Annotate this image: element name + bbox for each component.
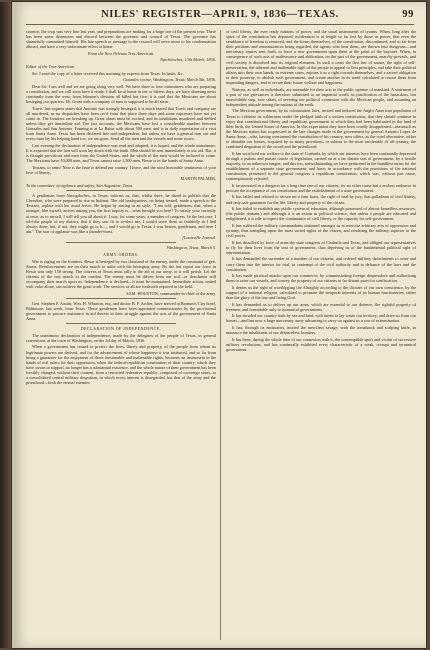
- left-column: [26, 29, 216, 642]
- section-separator: [66, 190, 176, 191]
- source-line: From the New Orleans Trus American.: [87, 50, 155, 56]
- paragraph: of civil liberty, the ever ready minions of power, and the usual instruments of tyrants. When, long after the spirit of the constitution has departed, moderation is at length so far lost by those in power, that even the semblance of freedom is removed, and the forms themselves, of the constitution, discontinued, and so far from their petitions and remonstrances being regarded, the agents who bear them, are thrown into dungeons—and mercenary armies sent forth, to force a new government upon them at the point of the bayonet. When, in consequence of such acts of malfeasance and abdication, on the part of the government, anarchy prevails, and civil society is dissolved into its original elements. In such a crisis the first law of nature, the right of self-preservation, the inherent and inalienable right of the people to appeal to first principles, and take their political affairs into their own hands, in extreme cases, enjoins it as a right towards themselves, and a sacred obligation to their posterity, to abolish such government, and create another in its stead calculated to rescue them from impending dangers, and to secure their future welfare and happiness.: [226, 29, 416, 85]
- section-heading: ARMY ORDERS.: [103, 252, 139, 258]
- salutation: Editor of the True American.: [26, 64, 75, 70]
- paragraph: It has, through its emissaries, incited the merciless savage, with the tomahawk and scalping knife, to massacre the inhabitants of our defenceless frontiers.: [226, 325, 416, 336]
- dateline: Natchitoches, 13th March, 1836.: [160, 57, 216, 63]
- paragraph: Gen. Stephen F. Austin, Wm. H. Wharton, esq. and doctor B. F. Archer, have arrived at Barnum's City hotel, Baltimore, last week, from Texas. These gentlemen have been appointed commissioners by the provisional government to procure assistance in aid thereto in their struggle against the acts of the government of Santa Anna.: [26, 300, 216, 322]
- dateline: Washington, Texas, March 5.: [166, 245, 216, 251]
- paragraph: It has sacrificed our welfare to the state of Coahuila, by which our interests have been continually depressed through a jealous and partial course of legislation, carried on at a far distant seat of government, by a hostile majority, in an unknown tongue; and this too, notwithstanding we have petitioned in the humblest terms for the establishment of a separate state government, and have, in accordance with the provisions of the national constitution, presented to the general congress a republican constitution, which was, without just cause, contemptuously rejected.: [226, 150, 416, 182]
- source-line: [Louisville Journal.: [182, 235, 216, 241]
- paragraph: It has been, during the whole time of our connexion with it, the contemptible sport and victim of successive military revolutions, and has continually exhibited every characteristic of a weak, corrupt and tyrannical government.: [226, 336, 416, 352]
- book-binding: [0, 2, 12, 648]
- section-separator: [66, 298, 176, 299]
- paragraph: Nations, as well as individuals, are amenable for their acts to the public opinion of mankind. A statement of a part of our grievances is therefore submitted to an impartial world, in justification of the hazardous, but unavoidable step, now taken, of severing our political connexion with the Mexican people, and assuming an independent attitude among the nations of the earth.: [226, 86, 416, 107]
- signature-note: To the committee of vigilance and safety, San Augustine, Texas.: [26, 183, 134, 189]
- paragraph: Sir: I send the copy of a letter received this morning by express from Texas. In haste, &c.: [32, 70, 184, 76]
- paragraph: It has suffered the military commandants stationed amongst us to exercise arbitrary acts of oppression and tyranny, thus trampling upon the most sacred rights of the citizen, and rendering the military superior to the civil power.: [226, 222, 416, 239]
- right-column: [226, 29, 416, 642]
- paragraph: Travis' last express states that Antonio was strongly besieged; it is much feared that Travis and company are all murdered, as no dispatches have been rec'd from that place three days and some expresses have not yet come in. The frontiers are breaking up. Great alarm must be excited, and its inhabitants murdered and defiled unless they get immediate aid. The last accounts, the Mexicans have lost a considerable number between Gonzales and San Antonio. Fanning is at La Bahia with about 500 men, and is in daily expectation of a visit from Santa Anna. Texas has been declared free and independent, but unless we have a general turn out and every man lay his helping hand too, we are gone. Send all the men and the vessels and some stores.: [26, 105, 216, 142]
- page-header: [26, 8, 414, 25]
- paragraph: It has demanded the surrender of a number of our citizens, and ordered military detachments to seize and carry them into the interior for trial, in contempt of the civil authority and in defiance of the laws and the constitution.: [226, 256, 416, 272]
- paragraph: It has dissolved by force of arms the state congress of Coahuila and Texas, and obliged our representatives to fly for their lives from the seat of government, thus depriving us of the fundamental political right of representation.: [226, 239, 416, 255]
- running-title: NILES' REGISTER—APRIL 9, 1836—TEXAS.: [101, 9, 339, 20]
- paragraph: Dear Sir: I am well and we are going along very well. We have three or four committees who are preparing a constitution, and we will soon have it ready. I shall be at home in ten or fifteen days, we have alarming news constantly from the west; from Johnson's division all killed but five; it is said that the Mexicans are about besieging our quarters. Dr. Grant with a company of men is supposed to be all slain.: [26, 83, 216, 105]
- paragraph: Last evening the declaration of independence was read and adopted, it is hoped, and the whole unanimous. It is expected that the lion will soon lay down with the lamb. Men should be sent immediately to our aid. But, it is thought provisions and men from the United States, and the whole of the men would be inclined to come. The Mexicans have 10,000 men, and Texas cannot raise 1,500 men. Bexar is in the hands of Santa Anna.: [26, 142, 216, 164]
- signature: SAM. HOUSTON, commander-in-chief of the army.: [126, 290, 216, 296]
- signature: MARTIN PALMER,: [180, 176, 216, 182]
- paragraph: It has invaded our country both by sea and land, with intent to lay waste our territory, and drive us from our homes—and has now a large mercenary army advancing to carry on against us a war of extermination.: [226, 313, 416, 324]
- page-number: 99: [402, 9, 414, 20]
- paragraph: When a government has ceased to protect the lives, liberty and property, of the people from whom its legitimate powers are derived, and for the advancement of whose happiness it was instituted, and so far from being a guarantee for the enjoyment of those inestimable and inalienable rights, becomes an instrument in the hands of evil rulers for their oppression, when the federal republican constitution of their country, which they have sworn to support, no longer has a substantial existence, and the whole nature of their government has been forcibly changed, without their consent, from a restricted federative republic, composed of sovereign states, to a consolidated central military despotism, in which every interest is disregarded, but that of the army and the priesthood—both the eternal enemies: [26, 344, 216, 386]
- paragraph: country; the crop was very fine last year, and preparations are making for a large one of the present year. There has been some dissension and discord between the governor and council of Texas. The governor has shamefully committed himself. His late speech or message to the council will serve more to his condemnation abroad, and have a very unfortunate effect at home.: [26, 29, 216, 50]
- document-page: [12, 2, 426, 648]
- paragraph: The unanimous declaration of independence, made by the delegates of the people of Texas, in general convention, at the town of Washington, on the 2d day of March, 1836.: [26, 332, 216, 343]
- section-separator: [66, 242, 176, 243]
- paragraph: War is raging on the frontiers. Bexar is besieged by two thousand of the enemy, under the command of gen. Sisma. Reinforcements are on their march to unite with the besieging army. By the last report our force in Bexar was only 150 strong. The citizens of Texas must rally to the aid of our army, or it will perish. Let the citizens of the east march to the combat. The enemy must be driven from our soil—or desolation will accompany their march upon us. Independence is declared—it must be maintained. Immediate action, united with valor alone, can achieve the great work. The services of all are forthwith required in the field.: [26, 258, 216, 290]
- paragraph: It has failed and refused to secure on a firm basis, the right of trial by jury, that palladium of civil liberty, and only safe guarantee for the life, liberty and property of the citizen.: [226, 194, 416, 205]
- paragraph: It incarcerated in a dungeon for a long time one of our citizens, for no other cause but a zealous endeavor to procure the acceptance of our constitution and the establishment of a state government.: [226, 182, 416, 193]
- paragraph: A gentleman from Nacogdoches, in Texas, informs us, that, whilst there, he dared to publish that the Cherokee, who were prepared to rise as Indians. The old headquarters, on being treated, made a speech to the Texians, replete with his usual fervor. He began by stating in an style, "I am told, gentlemen, that, when a stranger, like myself, arrives among you, the first inquiry is—what brought you here? To satisfy your curiosity at once, as to myself, I will tell you all about it. I was, for some years, a member of congress. In the last race, I told the people of my district, that if they saw fit to re-elect me, I would serve them as faithfully as I had always done, but, if not, they might go to h—, and I would go to Texas. I was beaten, gentlemen, and here I am." The roar of applause was like a thunder-burst.: [26, 193, 216, 234]
- paragraph: It denies us the right of worshipping the Almighty according to the dictates of our own conscience, by the support of a national religion, calculated to promote the temporal interests of its human functionaries, rather than the glory of the true and living God.: [226, 284, 416, 301]
- paragraph: It has failed to establish any public system of education, although possessed of almost boundless resources, (the public domain,) and although it is an axiom in political science, that unless a people are educated and enlightened, it is idle to expect the continuance of civil liberty, or the capacity for self-government.: [226, 206, 416, 222]
- column-divider: [220, 30, 221, 640]
- section-separator: [66, 323, 176, 324]
- paragraph: The Mexican government, by its colonization laws, invited and induced the Anglo-American population of Texas to colonize its wilderness under the pledged faith of a written constitution, that they should continue to enjoy that constitutional liberty and republican government to which they had been habituated in the land of their birth, the United States of America. In this expectation they have been cruelly disappointed—inasmuch as the Mexican nation has acquiesced in the late changes made in the government by general Antonio Lopez de Santa Anna—who, having overturned the constitution of his country, now offers, as the cruel alternative, either to abandon our homes, acquired by so many privations, or submit to the most intolerable of all tyranny, the combined despotism of the sword and the priesthood.: [226, 108, 416, 150]
- paragraph: It has demanded us to deliver up our arms, which are essential to our defence, the rightful property of freemen, and formidable only to tyrannical governments.: [226, 301, 416, 312]
- paragraph: Texians, to arms! Now is the time to defend our country. I leave, and the most honorable sentiments of your love of liberty,: [26, 164, 216, 175]
- dateline: Gonzales ravine, Washington, Texas, March 5th, 1836.: [123, 77, 216, 83]
- section-heading: DECLARATION OF INDEPENDENCE.: [80, 326, 162, 332]
- paragraph: It has made piratical attacks upon our commerce, by commissioning foreign desperadoes and authorizing them to seize our vessels, and convey the property of our citizens to far distant ports for confiscation.: [226, 273, 416, 284]
